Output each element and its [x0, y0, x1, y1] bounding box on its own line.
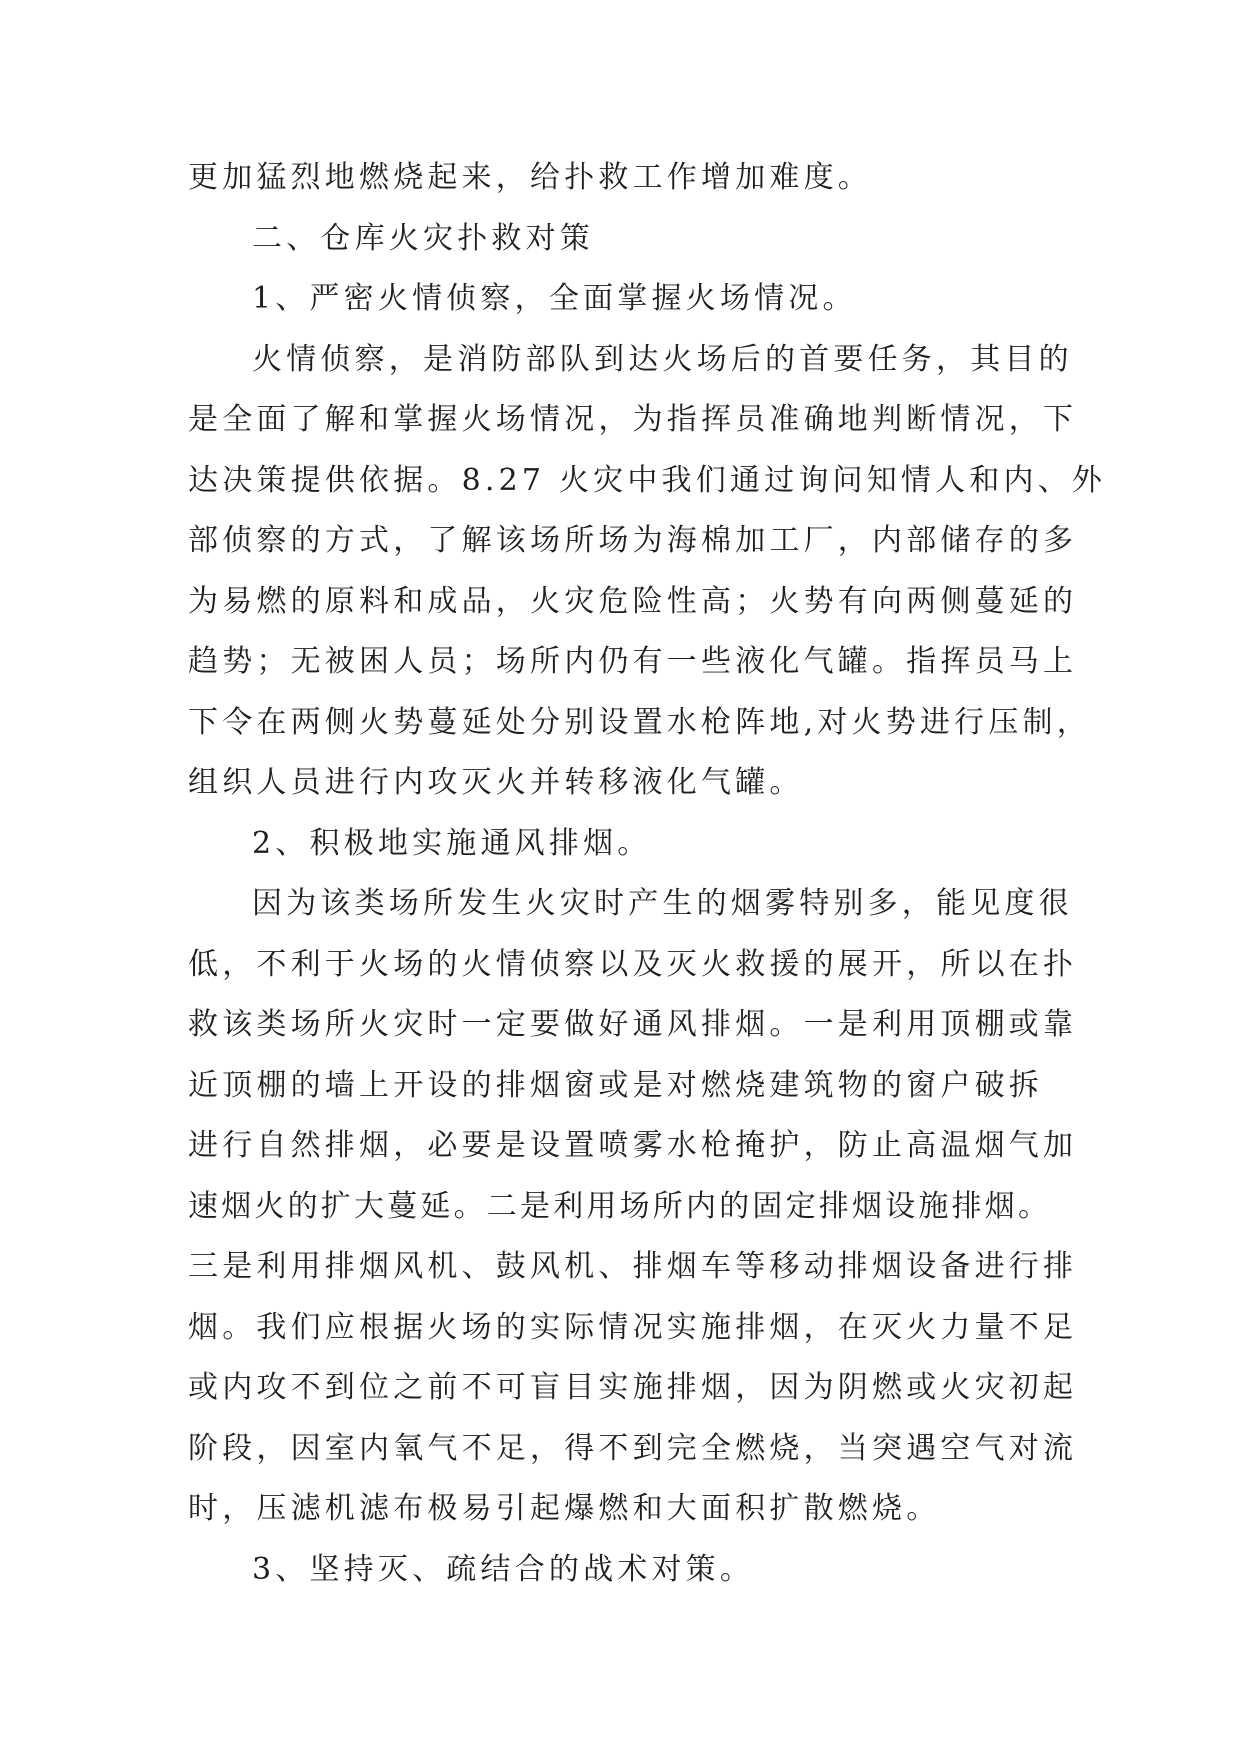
section-heading: 二、仓库火灾扑救对策 — [252, 220, 594, 256]
paragraph-line: 阶段，因室内氧气不足，得不到完全燃烧，当突遇空气对流 — [188, 1430, 1078, 1466]
paragraph-line: 烟。我们应根据火场的实际情况实施排烟，在灭火力量不足 — [188, 1309, 1078, 1345]
paragraph-line: 更加猛烈地燃烧起来，给扑救工作增加难度。 — [188, 160, 872, 195]
paragraph-line: 组织人员进行内攻灭火并转移液化气罐。 — [188, 765, 804, 800]
paragraph-line: 近顶棚的墙上开设的排烟窗或是对燃烧建筑物的窗户破拆 — [188, 1067, 1043, 1103]
subsection-heading-3: 3、坚持灭、疏结合的战术对策。 — [252, 1551, 755, 1587]
document-body — [188, 148, 1107, 1600]
paragraph-line: 是全面了解和掌握火场情况，为指挥员准确地判断情况，下 — [188, 402, 1078, 437]
paragraph-line: 火情侦察，是消防部队到达火场后的首要任务，其目的 — [252, 341, 1073, 377]
paragraph-line: 下令在两侧火势蔓延处分别设置水枪阵地,对火势进行压制， — [188, 704, 1091, 740]
subsection-heading-2: 2、积极地实施通风排烟。 — [252, 825, 652, 861]
paragraph-line: 速烟火的扩大蔓延。二是利用场所内的固定排烟设施排烟。 — [188, 1188, 1052, 1224]
paragraph-line: 三是利用排烟风机、鼓风机、排烟车等移动排烟设备进行排 — [188, 1249, 1078, 1284]
paragraph-line: 达决策提供依据。8.27 火灾中我们通过询问知情人和内、外 — [188, 462, 1107, 498]
paragraph-line: 因为该类场所发生火灾时产生的烟雾特别多，能见度很 — [252, 886, 1073, 921]
paragraph-line: 趋势；无被困人员；场所内仍有一些液化气罐。指挥员马上 — [188, 644, 1078, 679]
paragraph-line: 部侦察的方式，了解该场所场为海棉加工厂，内部储存的多 — [188, 523, 1078, 558]
paragraph-line: 救该类场所火灾时一定要做好通风排烟。一是利用顶棚或靠 — [188, 1007, 1078, 1042]
paragraph-line: 或内攻不到位之前不可盲目实施排烟，因为阴燃或火灾初起 — [188, 1370, 1078, 1405]
paragraph-line: 为易燃的原料和成品，火灾危险性高；火势有向两侧蔓延的 — [188, 583, 1078, 619]
subsection-heading-1: 1、严密火情侦察，全面掌握火场情况。 — [252, 281, 857, 316]
paragraph-line: 进行自然排烟，必要是设置喷雾水枪掩护，防止高温烟气加 — [188, 1128, 1078, 1163]
paragraph-line: 时，压滤机滤布极易引起爆燃和大面积扩散燃烧。 — [188, 1491, 941, 1526]
paragraph-line: 低，不利于火场的火情侦察以及灭火救援的展开，所以在扑 — [188, 946, 1078, 982]
